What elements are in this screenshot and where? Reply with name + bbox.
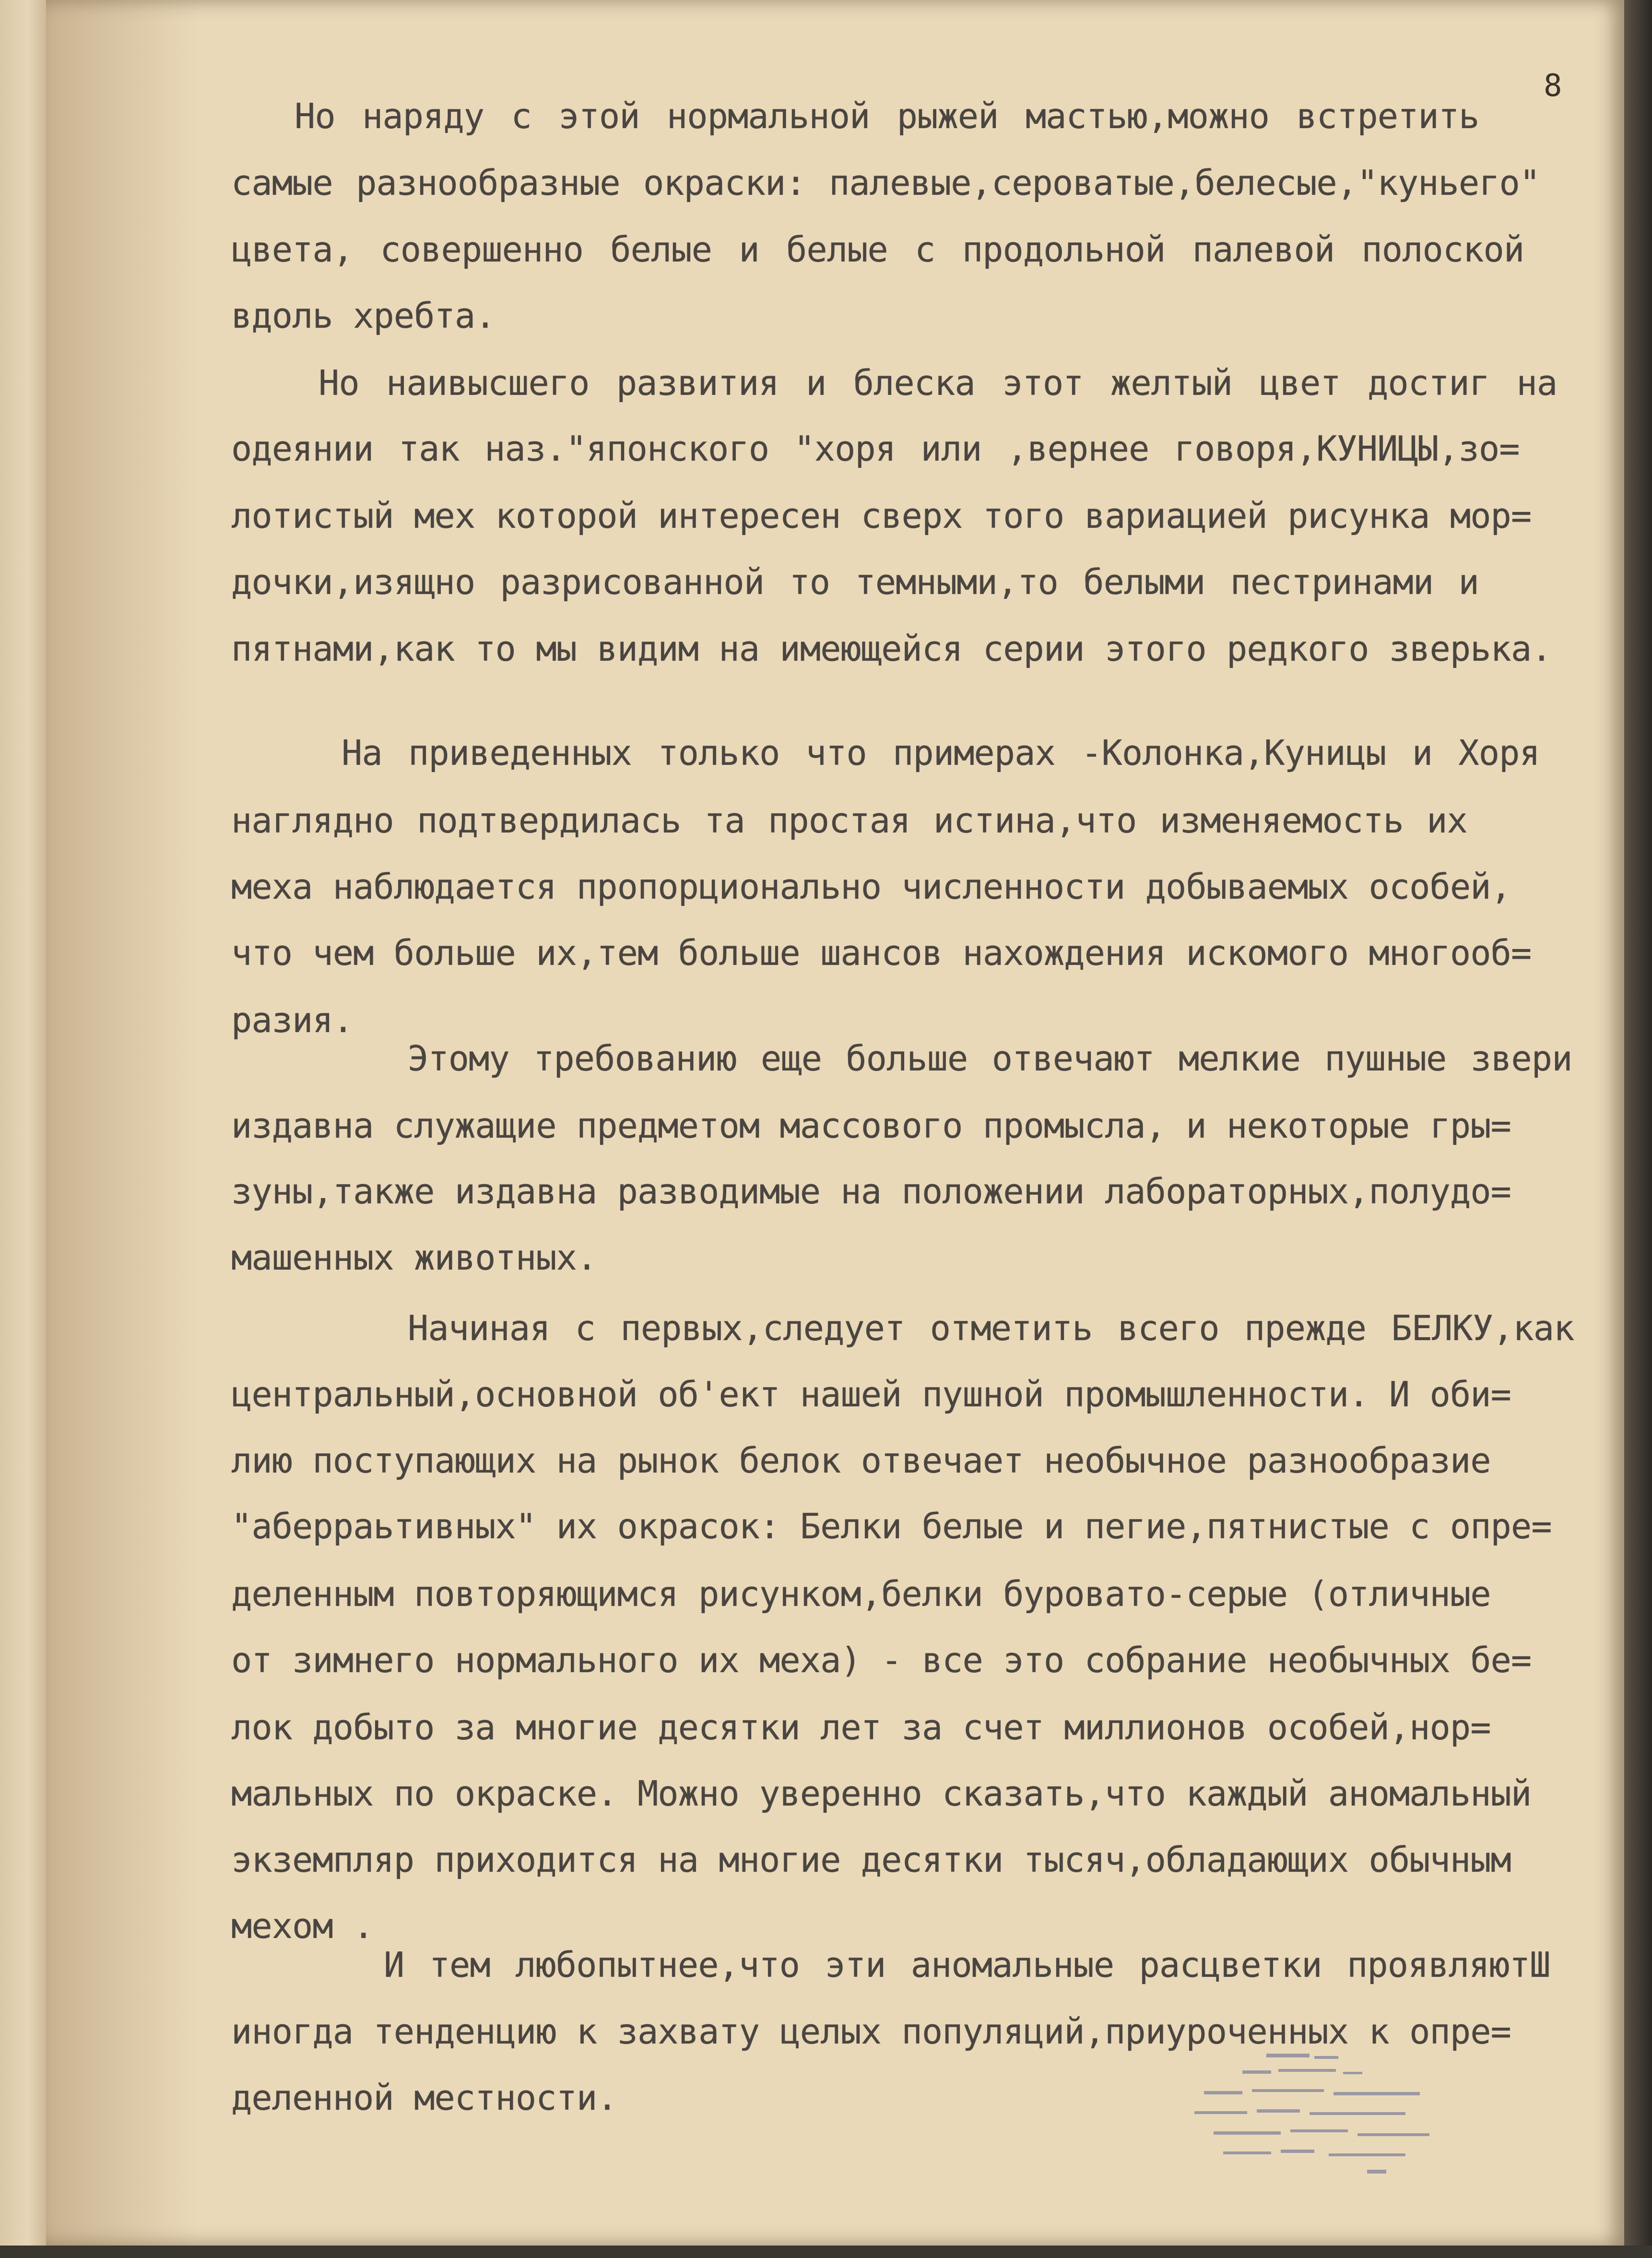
text-line: деленной местности.: [231, 2078, 617, 2118]
text-line: наглядно подтвердилась та простая истина,что изменяемость их: [231, 800, 1467, 841]
page-bottom-edge: [0, 2246, 1652, 2258]
text-line: вдоль хребта.: [231, 296, 496, 336]
previous-page-edge: [0, 0, 46, 2258]
text-line: лотистый мех которой интересен сверх того вариацией рисунка мор=: [231, 496, 1532, 536]
text-line: машенных животных.: [231, 1237, 597, 1278]
text-line: мальных по окраске. Можно уверенно сказать,что каждый аномальный: [231, 1773, 1532, 1814]
text-line: лию поступающих на рынок белок отвечает необычное разнообразие: [231, 1440, 1491, 1481]
text-line: зуны,также издавна разводимые на положении лабораторных,полудо=: [231, 1171, 1511, 1212]
text-line: деленным повторяющимся рисунком,белки буровато-серые (отличные: [231, 1574, 1491, 1614]
text-line: Но наряду с этой нормальной рыжей мастью,можно встретить: [295, 96, 1479, 136]
page-number: 8: [1544, 68, 1563, 104]
text-line: На приведенных только что примерах -Колонка,Куницы и Хоря: [342, 733, 1540, 773]
text-line: Начиная с первых,следует отметить всего прежде БЕЛКУ,как: [408, 1308, 1574, 1348]
text-line: пятнами,как то мы видим на имеющейся серии этого редкого зверька.: [231, 629, 1552, 669]
text-line: Этому требованию еще больше отвечают мелкие пушные звери: [408, 1038, 1572, 1079]
text-line: экземпляр приходится на многие десятки тысяч,обладающих обычным: [231, 1840, 1511, 1880]
text-line: разия.: [231, 1000, 354, 1040]
text-line: мехом .: [231, 1906, 374, 1946]
text-line: от зимнего нормального их меха) - все это собрание необычных бе=: [231, 1640, 1532, 1680]
text-line: издавна служащие предметом массового промысла, и некоторые гры=: [231, 1105, 1511, 1146]
text-line: И тем любопытнее,что эти аномальные расцветки проявляютШ: [384, 1945, 1550, 1985]
text-line: Но наивысшего развития и блеска этот желтый цвет достиг на: [319, 363, 1558, 403]
text-line: самые разнообразные окраски: палевые,сероватые,белесые,"куньего": [231, 163, 1540, 203]
text-line: лок добыто за многие десятки лет за счет миллионов особей,нор=: [231, 1707, 1491, 1747]
text-line: "аберраьтивных" их окрасок: Белки белые и пегие,пятнистые с опре=: [231, 1506, 1552, 1546]
page-right-edge: [1624, 0, 1652, 2258]
faded-stamp: [1185, 2044, 1453, 2183]
text-line: цвета, совершенно белые и белые с продольной палевой полоской: [231, 229, 1524, 270]
text-line: одеянии так наз."японского "хоря или ,вернее говоря,КУНИЦЫ,зо=: [231, 428, 1520, 469]
text-line: что чем больше их,тем больше шансов нахождения искомого многооб=: [231, 933, 1532, 973]
text-line: центральный,основной об'ект нашей пушной промышленности. И оби=: [231, 1374, 1511, 1414]
text-line: дочки,изящно разрисованной то темными,то белыми пестринами и: [231, 562, 1479, 602]
text-line: иногда тенденцию к захвату целых популяций,приуроченных к опре=: [231, 2011, 1511, 2052]
text-line: меха наблюдается пропорционально численности добываемых особей,: [231, 867, 1511, 907]
